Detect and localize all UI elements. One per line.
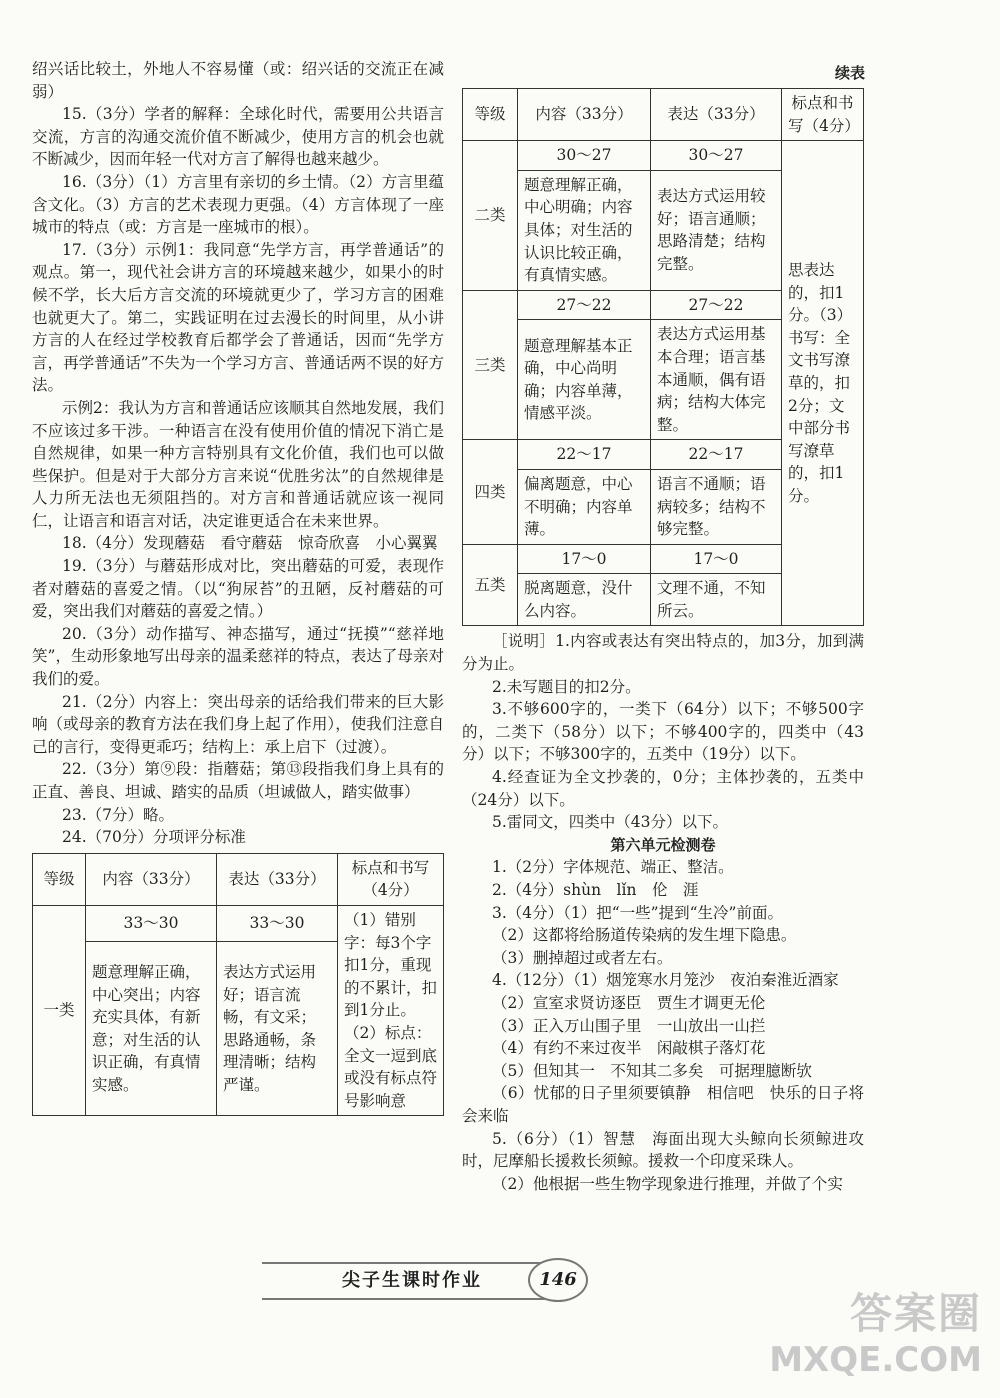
paragraph: （4）有约不来过夜半 闲敲棋子落灯花 [492,1039,766,1058]
left-column [32,58,444,1116]
paragraph: 4.（12分）（1）烟笼寒水月笼沙 夜泊秦淮近酒家 [492,971,839,990]
paragraph: 15.（3分）学者的解释：全球化时代，需要用公共语言交流，方言的沟通交流价值不断减少，使用方言的机会也就不断减少，因而年轻一代对方言了解得也越来越少。 [32,105,444,169]
left-paragraphs [32,58,444,849]
right-answers [462,856,864,1195]
paragraph: 18.（4分）发现蘑菇 看守蘑菇 惊奇欣喜 小心翼翼 [62,534,438,553]
paragraph: 17.（3分）示例1：我同意“先学方言，再学普通话”的观点。第一，现代社会讲方言的环境越来越少，如果小的时候不学，长大后方言交流的环境就更少了，学习方言的困难也就更大了。第二，实践证明在过去漫长的时间里，从小讲方言的人在经过学校教育后都学会了普通话，因而“先学方言，再学普通话”不失为一个学习方言、普通话两不误的好方法。 [32,240,444,395]
grade-cell: 四类 [463,440,518,544]
th-punct: 标点和书写（4分） [338,853,444,905]
paragraph: 1.（2分）字体规范、端正、整洁。 [492,858,734,877]
paragraph: 5.雷同文，四类中（43分）以下。 [492,813,729,832]
footer-title: 尖子生课时作业 [262,1262,562,1300]
expr-score: 22～17 [651,440,782,470]
section-title: 第六单元检测卷 [610,835,716,854]
paragraph: 23.（7分）略。 [62,805,175,824]
score-table-first [32,853,444,1117]
paragraph: 16.（3分）（1）方言里有亲切的乡土情。（2）方言里蕴含文化。（3）方言的艺术表现力更强。（4）方言体现了一座城市的特点（或：方言是一座城市的根）。 [32,172,444,237]
paragraph: （3）删掉超过或者左右。 [492,948,673,967]
paragraph: 5.（6分）（1）智慧 海面出现大头鲸向长须鲸进攻时，尼摩船长援救长须鲸。援救一个印度采珠人。 [462,1129,864,1171]
expr-score: 27～22 [651,290,782,320]
paragraph: 2.未写题目的扣2分。 [492,677,641,696]
paragraph: （5）但知其一 不知其二多矣 可据理臆断欤 [492,1061,812,1080]
paragraph: 21.（2分）内容上：突出母亲的话给我们带来的巨大影响（或母亲的教育方法在我们身上起了作用），使我们注意自己的言行，变得更乖巧；结构上：承上启下（过渡）。 [32,692,444,756]
paragraph: 24.（70分）分项评分标准 [62,828,246,847]
th-punct: 标点和书写（4分） [782,89,864,141]
paragraph: 3.不够600字的，一类下（64分）以下；不够500字的，二类下（58分）以下；不够400字的，四类中（43分）以下；不够300字的，五类中（19分）以下。 [462,700,864,764]
paragraph: 4.经查证为全文抄袭的，0分；主体抄袭的，五类中（24分）以下。 [462,768,864,809]
grade-cell: 五类 [463,544,518,626]
page-number: 146 [528,1258,588,1302]
punct-desc: 思表达的，扣1分。（3）书写：全文书写潦草的，扣2分；文中部分书写潦草的，扣1分。 [782,141,864,626]
expr-desc: 文理不通，不知所云。 [651,574,782,626]
th-grade: 等级 [33,853,86,905]
content-score: 33～30 [86,905,217,941]
content-desc: 偏离题意，中心不明确；内容单薄。 [518,469,651,544]
content-desc: 脱离题意，没什么内容。 [518,574,651,626]
paragraph: 绍兴话比较土，外地人不容易懂（或：绍兴话的交流正在减弱） [32,60,444,101]
expr-desc: 语言不通顺；语病较多；结构不够完整。 [651,469,782,544]
th-content: 内容（33分） [518,89,651,141]
th-expression: 表达（33分） [651,89,782,141]
grade-cell: 一类 [33,905,86,1115]
watermark-logo: 答案圈 [849,1289,982,1338]
expr-score: 33～30 [217,905,338,941]
expr-desc: 表达方式运用好；语言流畅，有文采；思路通畅，条理清晰；结构严谨。 [217,942,338,1116]
content-desc: 题意理解正确，中心明确；内容具体；对生活的认识比较正确，有真情实感。 [518,170,651,290]
paragraph: （6）忧郁的日子里须要镇静 相信吧 快乐的日子将会来临 [462,1084,864,1125]
continued-label: 续表 [834,64,865,82]
paragraph: （2）他根据一些生物学现象进行推理，并做了个实 [492,1174,843,1193]
paragraph: （3）正入万山围子里 一山放出一山拦 [492,1016,766,1035]
paragraph: （2）这都将给肠道传染病的发生埋下隐患。 [492,926,797,945]
content-score: 27～22 [518,290,651,320]
expr-desc: 表达方式运用基本合理；语言基本通顺，偶有语病；结构大体完整。 [651,320,782,440]
paragraph: 20.（3分）动作描写、神态描写，通过“抚摸”“慈祥地笑”，生动形象地写出母亲的温柔慈祥的特点，表达了母亲对我们的爱。 [32,624,444,689]
right-column [462,58,864,1195]
paragraph: 3.（4分）（1）把“一些”提到“生冷”前面。 [492,903,783,922]
expr-score: 30～27 [651,141,782,171]
paragraph: 示例2：我认为方言和普通话应该顺其自然地发展，我们不应该过多干涉。一种语言在没有使用价值的情况下消亡是自然规律，如果一种方言特别具有文化价值，我们也可以做些保护。但是对于大部分方言来说“优胜劣汰”的自然规律是人力所无法也无须阻挡的。对方言和普通话就应该一视同仁，让语言和语言对话，决定谁更适合在未来世界。 [32,398,444,530]
paragraph: 19.（3分）与蘑菇形成对比，突出蘑菇的可爱，表现作者对蘑菇的喜爱之情。（以“狗尿苔”的丑陋，反衬蘑菇的可爱，突出我们对蘑菇的喜爱之情。） [32,557,444,621]
th-expression: 表达（33分） [217,853,338,905]
content-score: 30～27 [518,141,651,171]
content-score: 22～17 [518,440,651,470]
paragraph: 2.（4分）shùn lǐn 伦 涯 [492,881,699,899]
th-content: 内容（33分） [86,853,217,905]
grade-cell: 二类 [463,141,518,291]
content-score: 17～0 [518,544,651,574]
punct-desc: （1）错别字：每3个字扣1分，重现的不累计，扣到1分止。（2）标点：全文一逗到底或没有标点符号影响意 [338,905,444,1115]
expr-desc: 表达方式运用较好；语言通顺；思路清楚；结构完整。 [651,170,782,290]
score-table-continued [462,88,864,626]
paragraph: 22.（3分）第⑨段：指蘑菇；第⑬段指我们身上具有的正直、善良、坦诚、踏实的品质（坦诚做人，踏实做事） [32,760,444,801]
th-grade: 等级 [463,89,518,141]
grade-cell: 三类 [463,290,518,440]
content-desc: 题意理解正确，中心突出；内容充实具体，有新意；对生活的认识正确，有真情实感。 [86,942,217,1116]
paragraph: （2）宣室求贤访逐臣 贾生才调更无伦 [492,993,766,1012]
paragraph: ［说明］1.内容或表达有突出特点的，加3分，加到满分为止。 [462,632,864,674]
content-desc: 题意理解基本正确，中心尚明确；内容单薄，情感平淡。 [518,320,651,440]
right-notes [462,630,864,833]
watermark-url: MXQE.COM [769,1340,982,1380]
expr-score: 17～0 [651,544,782,574]
